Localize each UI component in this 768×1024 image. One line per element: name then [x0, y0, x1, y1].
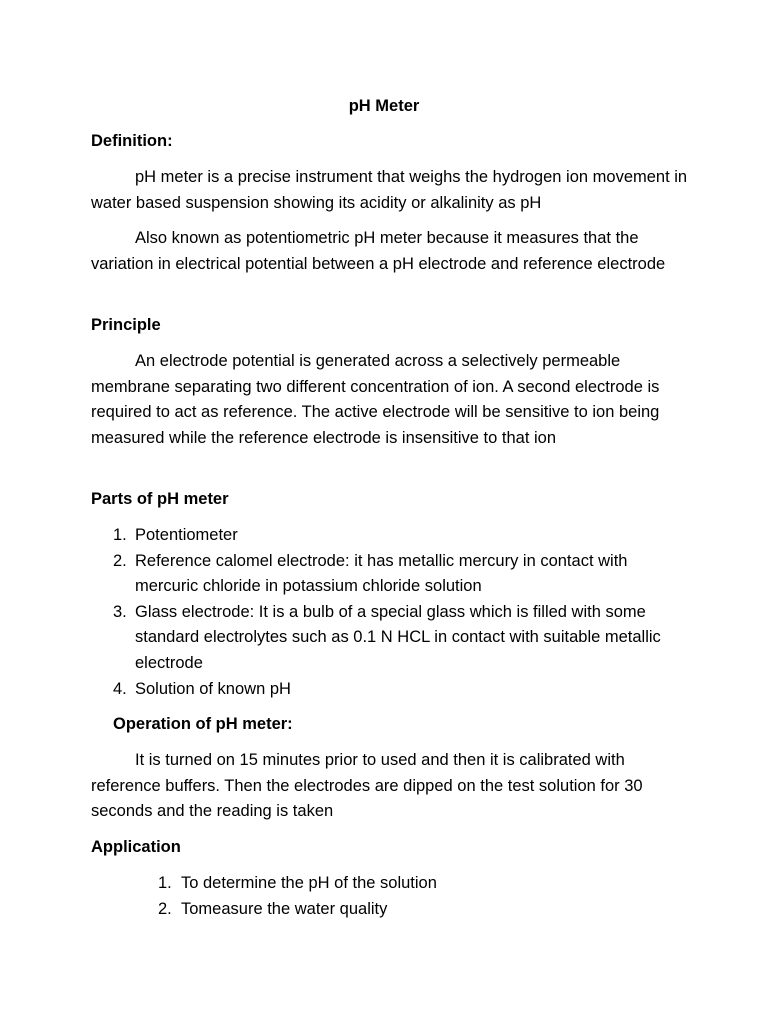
- application-heading: Application: [91, 838, 181, 856]
- page-title: pH Meter: [348, 97, 420, 115]
- list-item-text: Solution of known pH: [135, 679, 291, 698]
- application-list: [91, 871, 691, 922]
- definition-paragraph-2: Also known as potentiometric pH meter because it measures that the variation in electrical potential between a pH electrode and reference electrode: [91, 229, 666, 273]
- list-item: [91, 523, 691, 549]
- list-number: 1.: [158, 874, 172, 892]
- list-number: 1.: [113, 526, 127, 544]
- list-number: 2.: [158, 899, 172, 918]
- list-item-text: Tomeasure the water quality: [181, 899, 388, 918]
- list-item: [91, 871, 691, 897]
- parts-heading: Parts of pH meter: [91, 490, 229, 508]
- list-number: 2.: [113, 551, 127, 570]
- list-item: [91, 549, 691, 600]
- list-item: [91, 897, 691, 923]
- list-number: 4.: [113, 679, 127, 698]
- definition-heading: Definition:: [91, 132, 173, 150]
- list-item-text: Potentiometer: [135, 526, 238, 544]
- list-item: [91, 677, 691, 703]
- operation-heading: Operation of pH meter:: [113, 715, 293, 733]
- principle-heading: Principle: [91, 316, 161, 334]
- parts-list: [91, 523, 691, 702]
- list-item-text: To determine the pH of the solution: [181, 874, 437, 892]
- list-item: [91, 600, 691, 677]
- list-item-text: Reference calomel electrode: it has metallic mercury in contact with mercuric chloride in potassium chloride solution: [135, 551, 628, 596]
- definition-paragraph-1: pH meter is a precise instrument that weighs the hydrogen ion movement in water based suspension showing its acidity or alkalinity as pH: [91, 168, 688, 212]
- list-number: 3.: [113, 602, 127, 621]
- list-item-text: Glass electrode: It is a bulb of a special glass which is filled with some standard electrolytes such as 0.1 N HCL in contact with suitable metallic electrode: [135, 602, 661, 672]
- operation-paragraph: It is turned on 15 minutes prior to used and then it is calibrated with reference buffers. Then the electrodes are dipped on the test solution for 30 seconds and the reading is taken: [91, 751, 643, 821]
- principle-paragraph: An electrode potential is generated across a selectively permeable membrane separating two different concentration of ion. A second electrode is required to act as reference. The active electrode will be sensitive to ion being measured while the reference electrode is insensitive to that ion: [91, 352, 660, 447]
